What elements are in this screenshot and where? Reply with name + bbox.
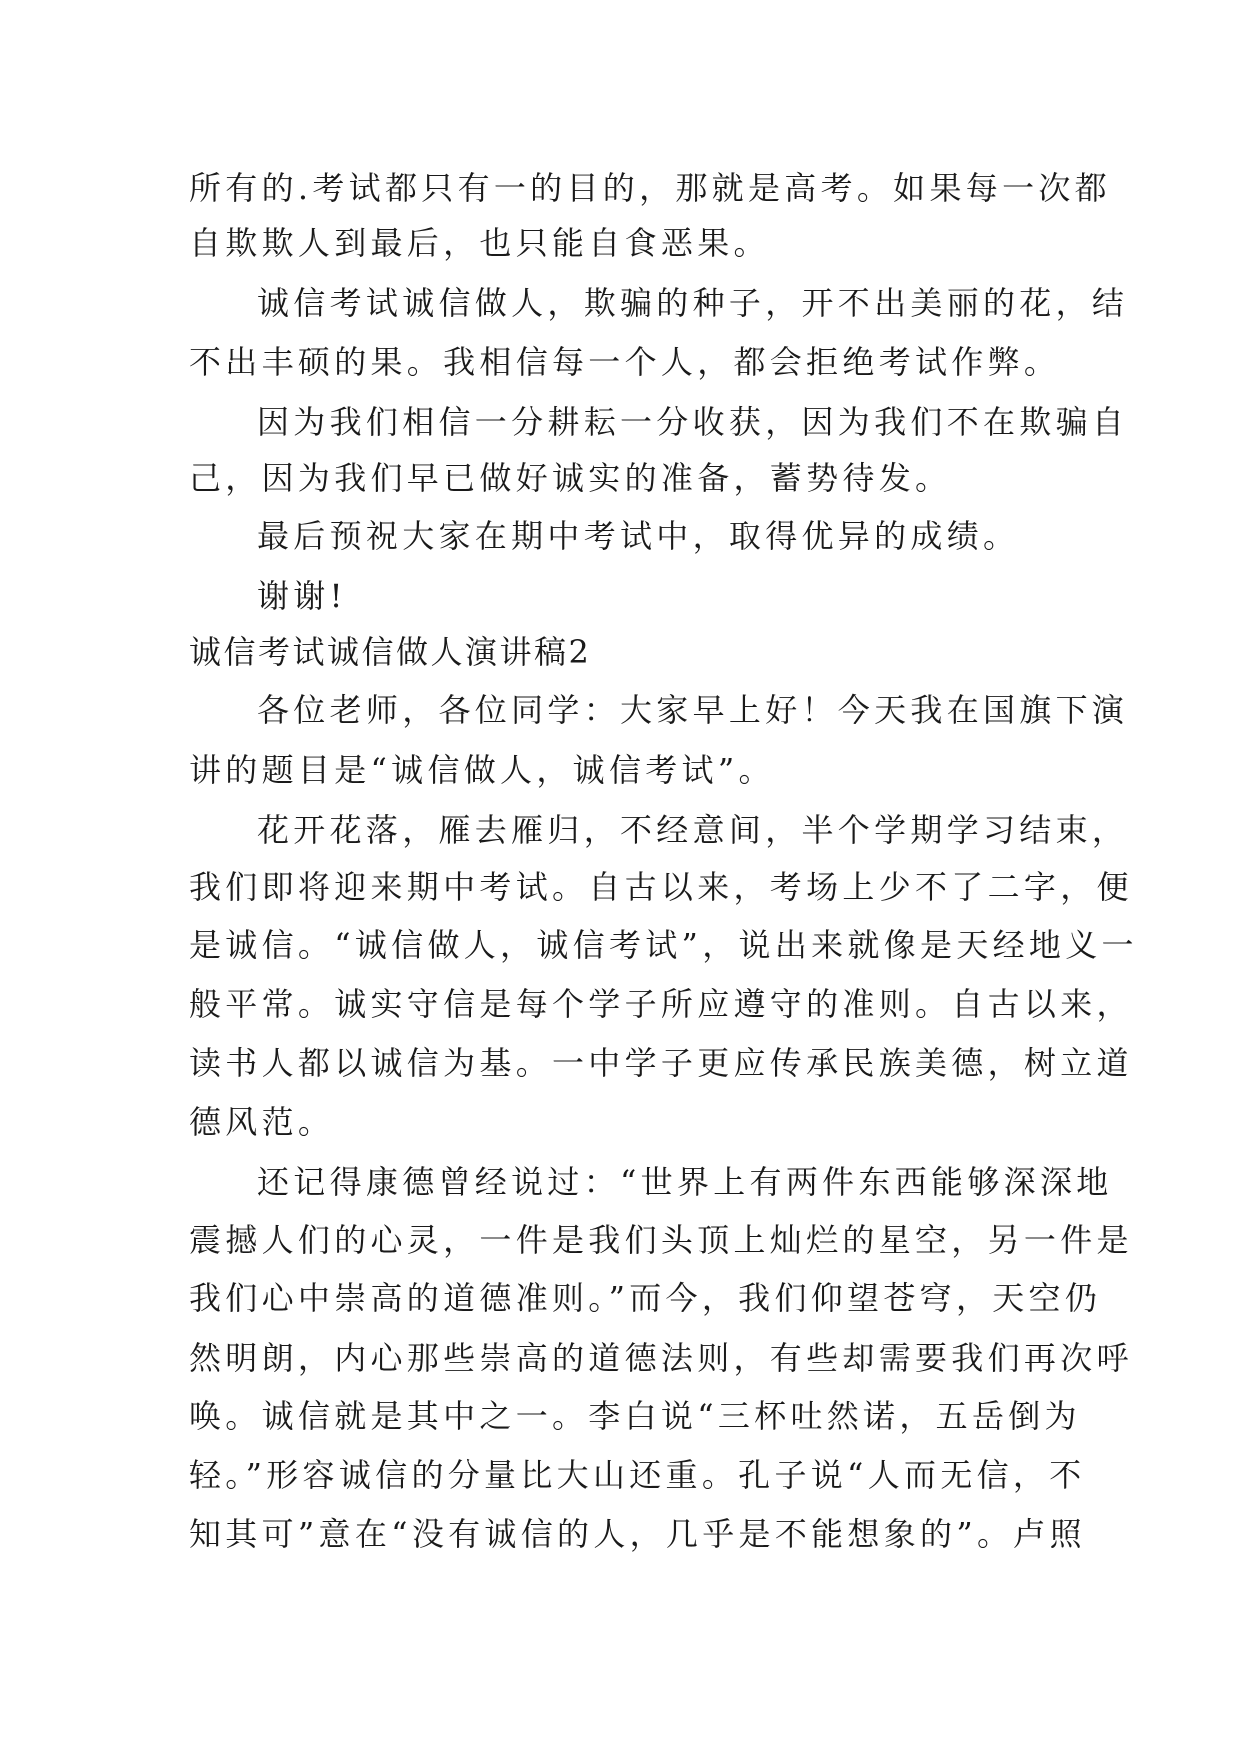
paragraph-start: 还记得康德曾经说过：“世界上有两件东西能够深深地 [257, 1163, 1113, 1201]
text-line: 所有的.考试都只有一的目的，那就是高考。如果每一次都 [189, 169, 1111, 207]
text-line: 轻。”形容诚信的分量比大山还重。孔子说“人而无信，不 [189, 1456, 1086, 1494]
text-line: 不出丰硕的果。我相信每一个人，都会拒绝考试作弊。 [189, 343, 1061, 381]
paragraph-start: 因为我们相信一分耕耘一分收获，因为我们不在欺骗自 [257, 403, 1129, 441]
paragraph-start: 诚信考试诚信做人，欺骗的种子，开不出美丽的花，结 [257, 284, 1129, 322]
paragraph-start: 最后预祝大家在期中考试中，取得优异的成绩。 [257, 517, 1020, 555]
text-line: 读书人都以诚信为基。一中学子更应传承民族美德，树立道 [189, 1044, 1133, 1082]
paragraph-start: 各位老师，各位同学：大家早上好！今天我在国旗下演 [257, 691, 1129, 729]
text-line: 我们心中崇高的道德准则。”而今，我们仰望苍穹，天空仍 [189, 1279, 1102, 1317]
paragraph-start: 谢谢! [257, 577, 347, 615]
text-line: 己，因为我们早已做好诚实的准备，蓄势待发。 [189, 459, 952, 497]
text-line: 知其可”意在“没有诚信的人，几乎是不能想象的”。卢照 [189, 1515, 1086, 1553]
text-line: 德风范。 [189, 1103, 335, 1141]
text-line: 讲的题目是“诚信做人，诚信考试”。 [189, 751, 775, 789]
text-line: 然明朗，内心那些崇高的道德法则，有些却需要我们再次呼 [189, 1339, 1133, 1377]
text-line: 震撼人们的心灵，一件是我们头顶上灿烂的星空，另一件是 [189, 1221, 1133, 1259]
section-heading: 诚信考试诚信做人演讲稿2 [189, 633, 592, 671]
paragraph-start: 花开花落，雁去雁归，不经意间，半个学期学习结束， [257, 811, 1129, 849]
text-line: 唤。诚信就是其中之一。李白说“三杯吐然诺，五岳倒为 [189, 1397, 1081, 1435]
text-line: 般平常。诚实守信是每个学子所应遵守的准则。自古以来， [189, 985, 1133, 1023]
text-line: 是诚信。“诚信做人，诚信考试”，说出来就像是天经地义一 [189, 926, 1138, 964]
text-line: 自欺欺人到最后，也只能自食恶果。 [189, 224, 770, 262]
text-line: 我们即将迎来期中考试。自古以来，考场上少不了二字，便 [189, 868, 1133, 906]
